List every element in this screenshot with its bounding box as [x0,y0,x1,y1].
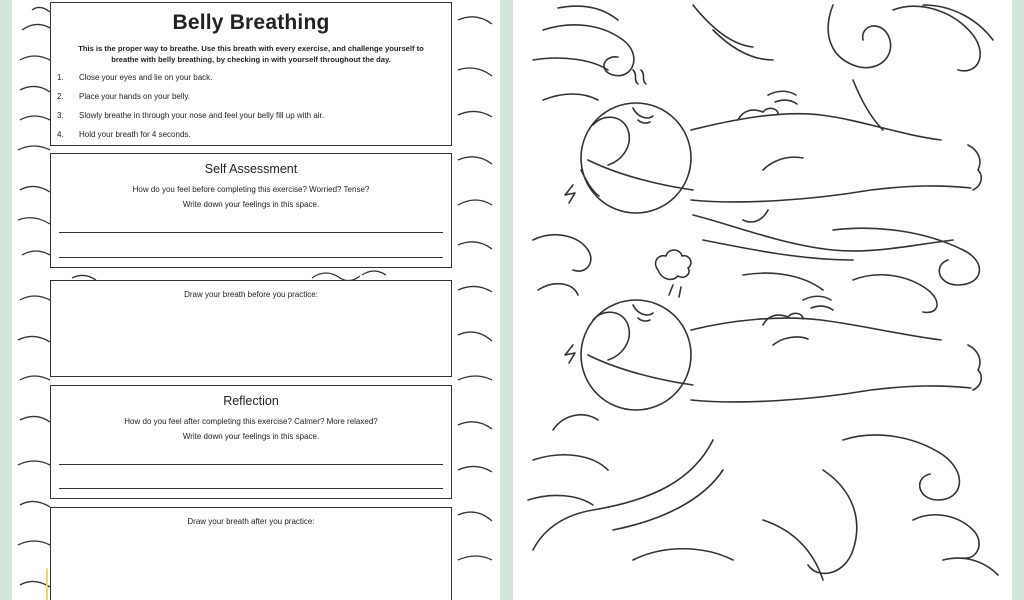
draw-before-panel[interactable] [50,280,452,377]
swirl [943,558,998,575]
reflection-question: How do you feel after completing this exercise? Calmer? More relaxed? [124,417,378,426]
step-text: Hold your breath for 4 seconds. [79,130,191,139]
worksheet-title: Belly Breathing [172,11,330,34]
swirl [538,284,578,295]
draw-after-label: Draw your breath after you practice: [187,517,315,526]
step-number: 2. [57,92,64,101]
draw-after-panel[interactable] [50,507,452,600]
writing-line[interactable] [59,488,443,489]
reflection-panel [50,385,452,499]
swirl [833,228,979,285]
step-text: Close your eyes and lie on your back. [79,73,213,82]
step-text: Slowly breathe in through your nose and feel your belly fill up with air. [79,111,325,120]
writing-line[interactable] [59,257,443,258]
swirl [828,5,890,68]
hand [763,157,803,170]
self-assessment-panel [50,153,452,268]
step-number: 3. [57,111,64,120]
swirl [543,25,634,76]
reflection-heading: Reflection [223,394,279,408]
self-assessment-heading: Self Assessment [204,162,298,176]
step-number: 4. [57,130,64,139]
swirl [533,235,591,271]
swirl [543,94,598,100]
worksheet-intro: This is the proper way to breathe. Use this breath with every exercise, and challenge yourself to breathe with belly breathing, by checking in with yourself throughout the day. [78,44,424,64]
breath-cloud [656,250,691,279]
swirl [533,455,608,470]
swirl [533,58,608,70]
swirl [913,515,979,558]
writing-line[interactable] [59,464,443,465]
swirl [853,275,937,313]
step-item [51,109,451,128]
draw-before-label: Draw your breath before you practice: [184,290,318,299]
swirl [693,5,753,47]
swirl [843,435,959,500]
steps-list [51,71,451,147]
swirl [558,6,618,20]
step-number: 1. [57,73,64,82]
swirl [808,470,857,573]
swirl [893,6,980,71]
corner-mark-icon: │ [40,568,57,598]
step-item [51,128,451,147]
coloring-page [513,0,1012,600]
reflection-instruction: Write down your feelings in this space. [182,432,320,441]
swirl [743,273,823,290]
step-item [51,90,451,109]
self-assessment-instruction: Write down your feelings in this space. [182,200,320,209]
head [581,103,691,213]
swirl [553,415,598,430]
coloring-illustration [513,0,1012,600]
belly-breathing-panel [50,2,452,146]
swirl [613,470,723,530]
swirl [923,5,993,40]
worksheet-page [12,0,500,600]
swirl [528,495,593,505]
writing-line[interactable] [59,232,443,233]
self-assessment-question: How do you feel before completing this exercise? Worried? Tense? [132,185,370,194]
swirl [633,549,733,560]
step-item [51,71,451,90]
hand [773,337,808,345]
step-text: Place your hands on your belly. [79,92,191,101]
